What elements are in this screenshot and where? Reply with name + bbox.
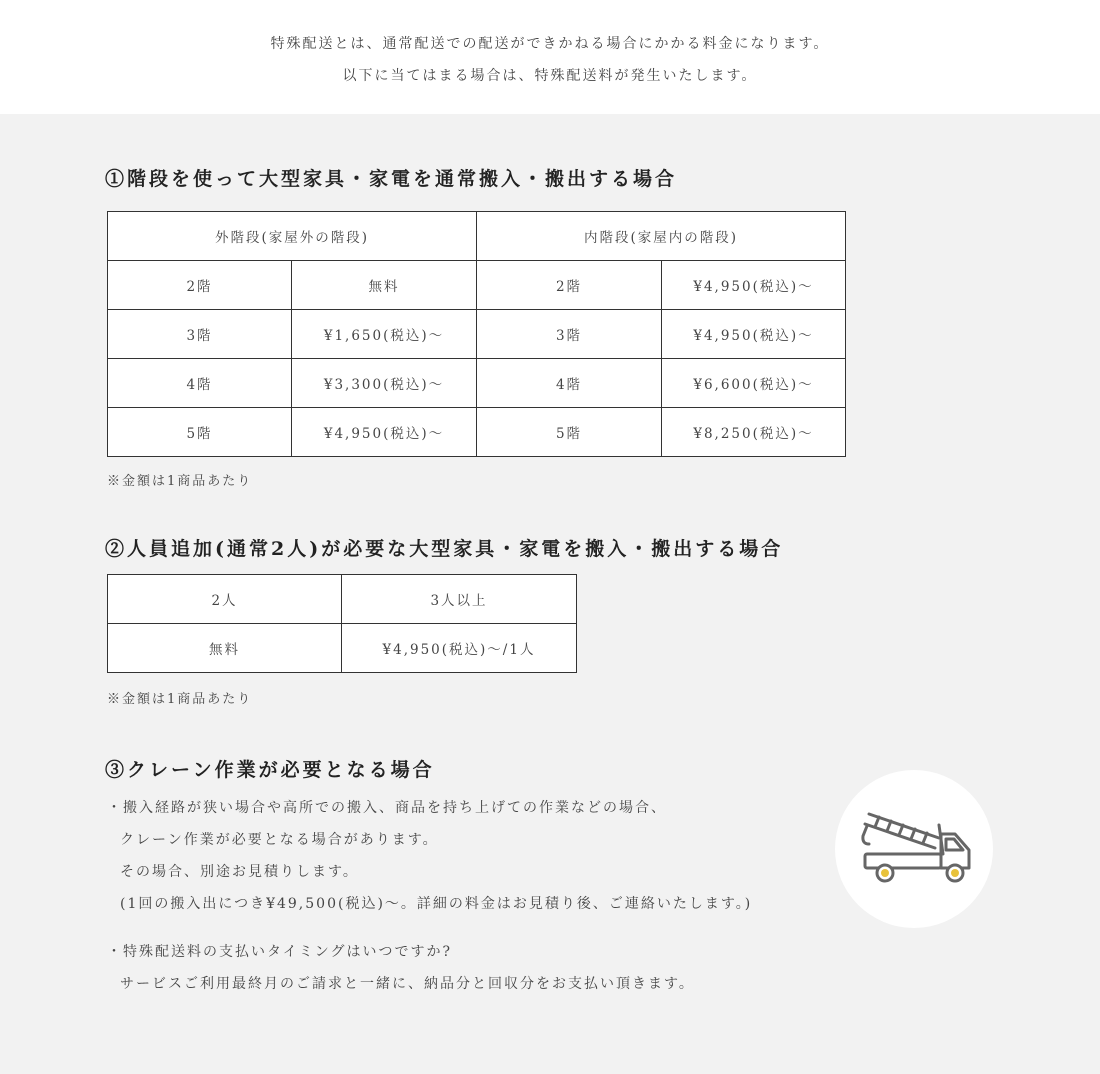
cell-floor: 5階: [108, 408, 292, 457]
crane-truck-badge: [835, 770, 993, 928]
cell-price: 無料: [292, 261, 477, 310]
intro-line-2: 以下に当てはまる場合は、特殊配送料が発生いたします。: [342, 68, 758, 84]
cell-floor: 5階: [477, 408, 662, 457]
cell-floor: 2階: [477, 261, 662, 310]
cell-price: ¥1,650(税込)〜: [292, 310, 477, 359]
cell-floor: 3階: [477, 310, 662, 359]
cell-price: ¥3,300(税込)〜: [292, 359, 477, 408]
intro-section: [0, 0, 1100, 114]
table-row: [108, 261, 846, 310]
cell-price: ¥6,600(税込)〜: [662, 359, 846, 408]
stairs-price-table: [107, 211, 846, 457]
crane-line-1: ・搬入経路が狭い場合や高所での搬入、商品を持ち上げての作業などの場合、: [107, 800, 667, 816]
header-three-plus-people: 3人以上: [342, 575, 577, 624]
cell-floor: 2階: [108, 261, 292, 310]
cell-price: ¥4,950(税込)〜: [292, 408, 477, 457]
table-row: [108, 408, 846, 457]
header-indoor-stairs: 内階段(家屋内の階段): [477, 212, 846, 261]
table-header-row: [108, 575, 577, 624]
staff-price-table: [107, 574, 577, 673]
crane-line-4: (1回の搬入出につき¥49,500(税込)〜。詳細の料金はお見積り後、ご連絡いたします。): [120, 896, 753, 912]
header-two-people: 2人: [108, 575, 342, 624]
cell-floor: 3階: [108, 310, 292, 359]
intro-line-1: 特殊配送とは、通常配送での配送ができかねる場合にかかる料金になります。: [270, 36, 830, 52]
table-header-row: [108, 212, 846, 261]
faq-answer: サービスご利用最終月のご請求と一緒に、納品分と回収分をお支払い頂きます。: [120, 976, 695, 992]
crane-description: [107, 792, 752, 1000]
header-outdoor-stairs: 外階段(家屋外の階段): [108, 212, 477, 261]
cell-price: ¥4,950(税込)〜: [662, 261, 846, 310]
section1-title: ①階段を使って大型家具・家電を通常搬入・搬出する場合: [105, 168, 678, 190]
cell-floor: 4階: [108, 359, 292, 408]
crane-line-2: クレーン作業が必要となる場合があります。: [120, 832, 439, 848]
crane-line-3: その場合、別途お見積りします。: [120, 864, 359, 880]
crane-truck-icon: [835, 770, 993, 928]
cell-price: 無料: [108, 624, 342, 673]
table-row: [108, 310, 846, 359]
section2-note: ※金額は1商品あたり: [107, 692, 253, 707]
faq-question: ・特殊配送料の支払いタイミングはいつですか?: [107, 944, 452, 960]
table-row: [108, 359, 846, 408]
cell-price: ¥4,950(税込)〜/1人: [342, 624, 577, 673]
section2-title: ②人員追加(通常2人)が必要な大型家具・家電を搬入・搬出する場合: [105, 538, 784, 560]
table-row: [108, 624, 577, 673]
cell-floor: 4階: [477, 359, 662, 408]
cell-price: ¥4,950(税込)〜: [662, 310, 846, 359]
section3-title: ③クレーン作業が必要となる場合: [105, 759, 435, 781]
section1-note: ※金額は1商品あたり: [107, 474, 253, 489]
cell-price: ¥8,250(税込)〜: [662, 408, 846, 457]
